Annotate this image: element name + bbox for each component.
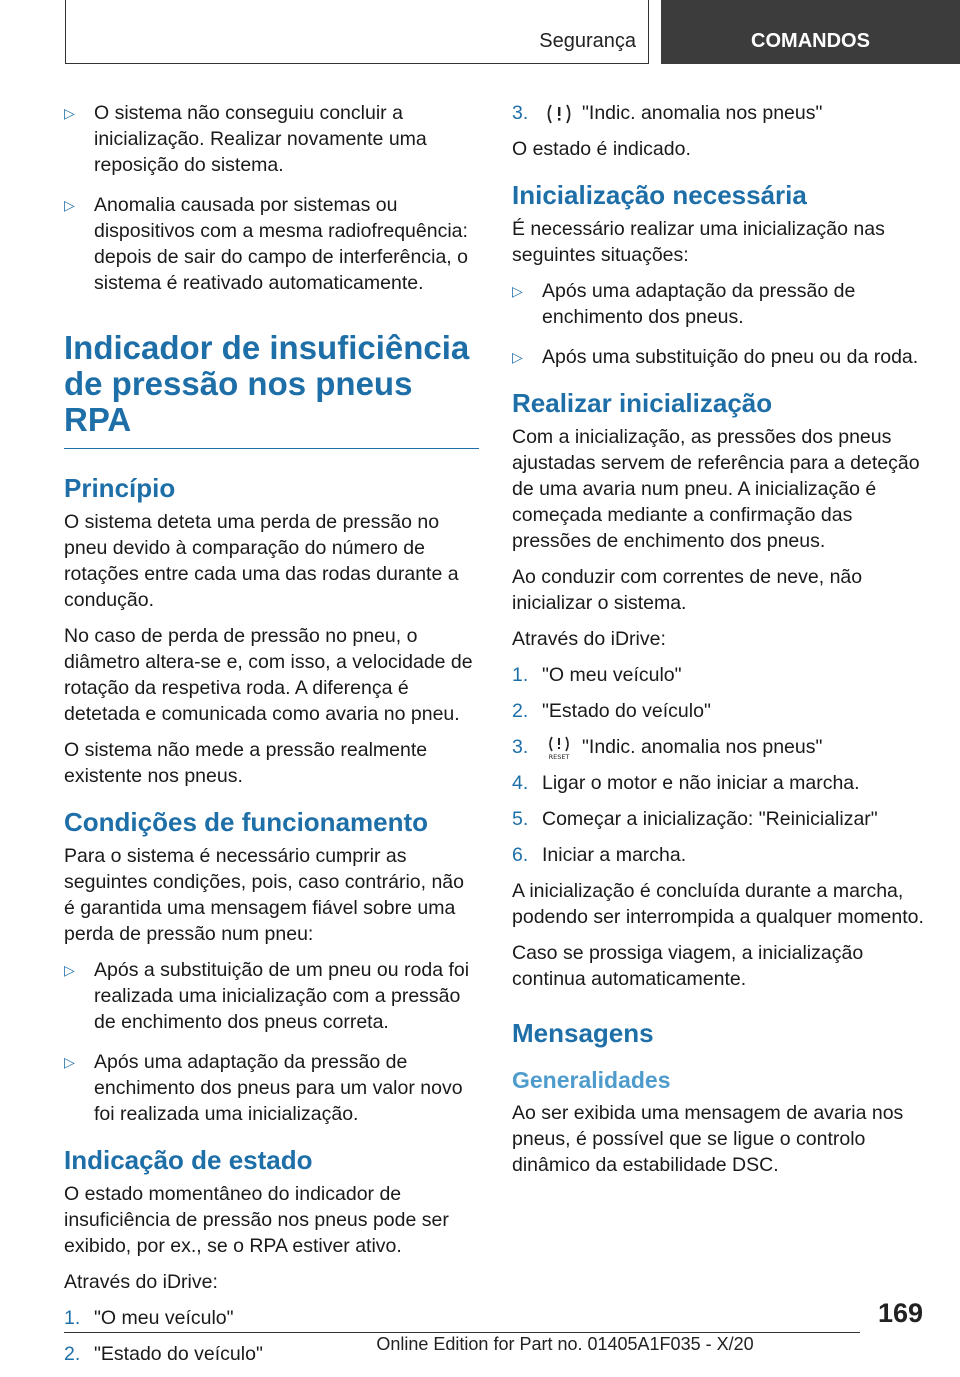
chapter-tab (661, 0, 960, 64)
tire-reset-icon (544, 736, 574, 760)
paragraph: Através do iDrive: (512, 628, 666, 650)
step-item: 2. "Estado do veículo" (64, 1343, 263, 1365)
section-title: Segurança (539, 30, 636, 52)
triangle-bullet-icon: ▷ (64, 1054, 75, 1070)
step-item: 4. Ligar o motor e não iniciar a marcha. (512, 772, 860, 794)
paragraph: Para o sistema é necessário cumprir as seguintes condições, pois, caso contrário, não é garantida uma mensagem fiável sobre uma perda de pressão num pneu: (64, 845, 464, 945)
triangle-bullet-icon: ▷ (512, 283, 523, 299)
list-item: ▷ Após a substituição de um pneu ou roda foi realizada uma inicialização com a pressão de enchimento dos pneus correta. (64, 959, 470, 1033)
step-item: 5. Começar a inicialização: "Reinicializar" (512, 808, 878, 830)
page-number: 169 (878, 1298, 924, 1328)
paragraph: Através do iDrive: (64, 1271, 218, 1293)
paragraph: O estado momentâneo do indicador de insuficiência de pressão nos pneus pode ser exibido, por ex., se o RPA estiver ativo. (64, 1183, 449, 1257)
heading-divider (64, 448, 479, 449)
step-item: 6. Iniciar a marcha. (512, 844, 687, 866)
tire-warning-icon (544, 103, 574, 125)
paragraph: Ao conduzir com correntes de neve, não inicializar o sistema. (512, 566, 863, 614)
paragraph: A inicialização é concluída durante a marcha, podendo ser interrompida a qualquer momento. (512, 880, 924, 928)
subheading-mensagens: Mensagens (512, 1018, 654, 1048)
subheading-realizar: Realizar inicialização (512, 388, 773, 418)
subheading-inicializacao-necessaria: Inicialização necessária (512, 180, 807, 210)
step-item: 3. "Indic. anomalia nos pneus" (512, 102, 823, 124)
list-item: ▷ Após uma substituição do pneu ou da roda. (512, 346, 919, 368)
triangle-bullet-icon: ▷ (64, 197, 75, 213)
list-item: ▷ Após uma adaptação da pressão de enchimento dos pneus para um valor novo foi realizada uma inicialização. (64, 1051, 463, 1125)
paragraph: Caso se prossiga viagem, a inicialização continua automaticamente. (512, 942, 864, 990)
paragraph: O sistema deteta uma perda de pressão no pneu devido à comparação do número de rotações entre cada uma das rodas durante a condução. (64, 511, 459, 611)
step-item: 1. "O meu veículo" (512, 664, 682, 686)
reset-label: RESET (548, 752, 570, 760)
step-item: 3. RESET "Indic. anomalia nos pneus" (512, 736, 823, 760)
subheading-condicoes: Condições de funcionamento (64, 807, 429, 837)
subheading-generalidades: Generalidades (512, 1067, 671, 1093)
triangle-bullet-icon: ▷ (64, 105, 75, 121)
list-item: ▷ O sistema não conseguiu concluir a inicialização. Realizar novamente uma reposição do sistema. (64, 102, 427, 176)
paragraph: Com a inicialização, as pressões dos pneus ajustadas servem de referência para a deteção de uma avaria num pneu. A inicialização é começada mediante a confirmação das pressões de enchimento dos pneus. (512, 426, 920, 552)
paragraph: No caso de perda de pressão no pneu, o diâmetro altera-se e, com isso, a velocidade de rotação da respetiva roda. A diferença é detetada e comunicada como avaria no pneu. (64, 625, 473, 725)
footer-edition: Online Edition for Part no. 01405A1F035 - X/20 (376, 1334, 754, 1354)
chapter-title: COMANDOS (751, 29, 870, 52)
paragraph: É necessário realizar uma inicialização nas seguintes situações: (512, 218, 885, 266)
triangle-bullet-icon: ▷ (64, 962, 75, 978)
step-item: 2. "Estado do veículo" (512, 700, 711, 722)
footer-divider (64, 1332, 860, 1333)
left-column (64, 100, 479, 1377)
paragraph: O estado é indicado. (512, 138, 691, 160)
triangle-bullet-icon: ▷ (512, 349, 523, 365)
list-item: ▷ Anomalia causada por sistemas ou dispositivos com a mesma radiofrequência: depois de sair do campo de interferência, o sistema é reativado automaticamente. (64, 194, 468, 294)
paragraph: Ao ser exibida uma mensagem de avaria nos pneus, é possível que se ligue o controlo dinâmico da estabilidade DSC. (512, 1102, 904, 1176)
subheading-principio: Princípio (64, 473, 176, 503)
list-item: ▷ Após uma adaptação da pressão de enchimento dos pneus. (512, 280, 856, 328)
step-item: 1. "O meu veículo" (64, 1307, 234, 1329)
section-heading: Indicador de insuficiência de pressão nos pneus RPA (64, 329, 470, 438)
paragraph: O sistema não mede a pressão realmente existente nos pneus. (64, 739, 428, 787)
subheading-indicacao: Indicação de estado (64, 1145, 313, 1175)
right-column (512, 100, 927, 1188)
header-section-box (65, 0, 649, 64)
